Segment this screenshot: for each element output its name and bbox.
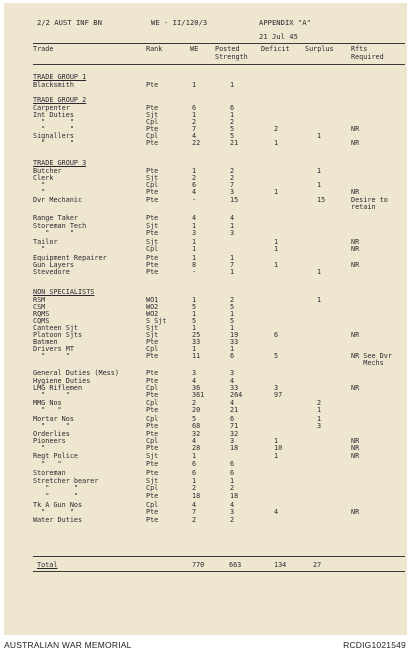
header-bottom-rule [33,64,405,65]
table-cell-we: 4 [192,501,197,509]
table-cell-posted: 6 [230,460,235,468]
table-cell-trade: Hygiene Duties [33,377,91,385]
col-header-trade: Trade [33,45,54,53]
table-cell-deficit: 3 [274,384,279,392]
table-cell-rfts: NR [351,245,360,253]
table-cell-rank: WO2 [146,303,159,311]
table-cell-rfts: NR [351,238,360,246]
table-cell-rank: Cpl [146,132,159,140]
table-cell-trade: " " [33,492,79,500]
table-cell-rank: Pte [146,338,159,346]
table-cell-surplus: 1 [317,181,322,189]
table-cell-trade: Range Taker [33,214,79,222]
table-cell-rfts: Mechs [351,359,384,367]
table-cell-rank: Pte [146,81,159,89]
table-cell-posted: 19 [230,331,239,339]
table-cell-trade: Platoon Sjts [33,331,83,339]
table-cell-we: 1 [192,81,197,89]
table-cell-trade: Blacksmith [33,81,74,89]
table-cell-we: 1 [192,452,197,460]
table-cell-posted: 15 [230,196,239,204]
table-cell-rfts: NR [351,444,360,452]
table-cell-posted: 1 [230,81,235,89]
table-cell-rank: WO2 [146,310,159,318]
table-cell-surplus: 1 [317,296,322,304]
table-cell-posted: 1 [230,111,235,119]
table-cell-we: 8 [192,261,197,269]
table-cell-trade: " " [33,460,62,468]
table-cell-we: 6 [192,460,197,468]
table-cell-rank: Sjt [146,331,159,339]
table-cell-posted: 18 [230,444,239,452]
table-cell-surplus: 15 [317,196,326,204]
table-cell-rank: Pte [146,196,159,204]
table-cell-trade: Gun Layers [33,261,74,269]
table-cell-trade: LMG Riflemen [33,384,83,392]
table-cell-we: 1 [192,345,197,353]
table-cell-we: 36 [192,384,201,392]
table-cell-rank: Pte [146,444,159,452]
table-cell-trade: " " [33,139,74,147]
col-header-rfts: Rfts [351,45,368,53]
table-cell-we: 1 [192,296,197,304]
table-cell-we: 4 [192,214,197,222]
table-cell-rank: Sjt [146,174,159,182]
table-cell-rank: Pte [146,254,159,262]
table-cell-posted: 2 [230,167,235,175]
table-cell-rank: Pte [146,406,159,414]
table-cell-we: 1 [192,167,197,175]
table-cell-trade: Tk A Gun Nos [33,501,83,509]
table-cell-rank: Pte [146,214,159,222]
table-cell-rank: Sjt [146,324,159,332]
table-cell-rank: Sjt [146,222,159,230]
total-posted: 663 [229,561,242,569]
table-cell-we: 4 [192,188,197,196]
table-cell-posted: 5 [230,125,235,133]
table-cell-posted: 1 [230,310,235,318]
table-cell-posted: 5 [230,132,235,140]
table-cell-trade: Int Duties [33,111,74,119]
table-cell-posted: 1 [230,477,235,485]
appendix-label: APPENDIX "A" [259,18,311,27]
table-cell-rank: Pte [146,492,159,500]
total-label: Total [37,561,58,569]
table-cell-posted: 264 [230,391,243,399]
table-cell-trade: " " [33,352,70,360]
table-cell-posted: 1 [230,254,235,262]
archive-footer [0,636,411,654]
table-cell-trade: Storeman [33,469,66,477]
table-cell-trade: " " [33,422,70,430]
table-cell-rfts: Desire to [351,196,388,204]
table-cell-we: 2 [192,484,197,492]
table-cell-trade: Butcher [33,167,62,175]
document-page [4,3,407,635]
table-cell-trade: Orderlies [33,430,70,438]
col-header-surplus: Surplus [305,45,334,53]
table-cell-rfts: NR [351,188,360,196]
table-cell-trade: Batmen [33,338,58,346]
table-cell-posted: 2 [230,118,235,126]
table-cell-rank: Pte [146,125,159,133]
table-cell-deficit: 1 [274,245,279,253]
table-cell-rfts: NR [351,139,360,147]
table-cell-we: 18 [192,492,201,500]
table-cell-rank: Sjt [146,238,159,246]
table-cell-deficit: 5 [274,352,279,360]
table-cell-trade: CQMS [33,317,50,325]
table-cell-deficit: 1 [274,452,279,460]
table-cell-rfts: NR [351,384,360,392]
table-cell-rfts: retain [351,203,376,211]
table-cell-posted: 6 [230,104,235,112]
table-cell-trade: MMG Nos [33,399,62,407]
table-cell-rank: Pte [146,352,159,360]
table-cell-trade: Signallers [33,132,74,140]
table-cell-rfts: NR [351,261,360,269]
trade-group-heading: TRADE GROUP 1 [33,73,87,81]
table-cell-posted: 21 [230,406,239,414]
table-cell-we: 4 [192,437,197,445]
table-cell-trade: " " [33,406,62,414]
table-cell-posted: 2 [230,174,235,182]
table-cell-rank: Pte [146,430,159,438]
table-cell-surplus: 1 [317,268,322,276]
col-header-we: WE [190,45,199,53]
table-cell-rank: Cpl [146,118,159,126]
table-cell-we: 1 [192,324,197,332]
table-cell-we: 1 [192,310,197,318]
table-cell-rank: Pte [146,261,159,269]
table-cell-we: 1 [192,245,197,253]
table-cell-rank: Cpl [146,415,159,423]
table-cell-trade: " " [33,391,70,399]
table-cell-rank: Cpl [146,181,159,189]
table-cell-deficit: 97 [274,391,283,399]
table-cell-trade: Dvr Mechanic [33,196,83,204]
table-cell-rank: WO1 [146,296,159,304]
table-cell-posted: 7 [230,181,235,189]
table-cell-rank: Pte [146,167,159,175]
table-cell-rank: S Sjt [146,317,167,325]
table-cell-we: 11 [192,352,201,360]
table-cell-we: 4 [192,377,197,385]
table-cell-surplus: 1 [317,167,322,175]
table-cell-we: 3 [192,229,197,237]
table-cell-trade: RQMS [33,310,50,318]
table-cell-posted: 1 [230,268,235,276]
table-cell-posted: 33 [230,384,239,392]
table-cell-trade: " " [33,508,74,516]
total-top-rule [33,556,405,557]
table-cell-we: 33 [192,338,201,346]
total-surplus: 27 [313,561,322,569]
table-cell-trade: Canteen Sjt [33,324,79,332]
table-cell-rank: Cpl [146,501,159,509]
header-top-rule [33,43,405,44]
table-cell-rank: Pte [146,377,159,385]
table-cell-posted: 6 [230,469,235,477]
col-header-strength: Strength [215,53,248,61]
table-cell-rfts: NR [351,508,360,516]
table-cell-we: 5 [192,303,197,311]
table-cell-trade: Water Duties [33,516,83,524]
table-cell-posted: 2 [230,484,235,492]
table-cell-posted: 18 [230,492,239,500]
table-cell-posted: 4 [230,377,235,385]
table-cell-deficit: 10 [274,444,283,452]
footer-reference: RCDIG1021549 [343,640,406,650]
table-cell-rank: Pte [146,391,159,399]
table-cell-posted: 6 [230,352,235,360]
table-cell-we: 1 [192,238,197,246]
table-cell-posted: 3 [230,229,235,237]
table-cell-rank: Cpl [146,484,159,492]
col-header-rank: Rank [146,45,163,53]
table-cell-rank: Sjt [146,452,159,460]
table-cell-posted: 4 [230,501,235,509]
table-cell-we: 2 [192,516,197,524]
table-cell-we: 28 [192,444,201,452]
table-cell-surplus: 1 [317,132,322,140]
table-cell-trade: Stevedore [33,268,70,276]
table-cell-rfts: NR [351,452,360,460]
table-cell-we: 7 [192,125,197,133]
table-cell-we: 1 [192,111,197,119]
table-cell-trade: General Duties (Mess) [33,369,119,377]
table-cell-we: 22 [192,139,201,147]
table-cell-surplus: 2 [317,399,322,407]
table-cell-rfts: NR [351,125,360,133]
table-cell-posted: 71 [230,422,239,430]
table-cell-surplus: 1 [317,406,322,414]
table-cell-trade: RSM [33,296,46,304]
table-cell-posted: 5 [230,303,235,311]
table-cell-rank: Pte [146,229,159,237]
trade-group-heading: TRADE GROUP 3 [33,159,87,167]
table-cell-rank: Pte [146,508,159,516]
table-cell-trade: " " [33,118,74,126]
table-cell-posted: 2 [230,516,235,524]
table-cell-we: 6 [192,104,197,112]
table-cell-we: 3 [192,369,197,377]
table-cell-we: 25 [192,331,201,339]
table-cell-deficit: 1 [274,261,279,269]
table-cell-we: 32 [192,430,201,438]
table-cell-trade: Drivers MT [33,345,74,353]
table-cell-posted: 32 [230,430,239,438]
table-cell-we: 2 [192,174,197,182]
table-cell-rank: Pte [146,469,159,477]
table-cell-trade: Storeman Tech [33,222,87,230]
table-cell-trade: Equipment Repairer [33,254,107,262]
table-cell-trade: Tailor [33,238,58,246]
table-cell-rank: Cpl [146,437,159,445]
trade-group-heading: TRADE GROUP 2 [33,96,87,104]
table-cell-rank: Pte [146,104,159,112]
table-cell-posted: 1 [230,345,235,353]
table-cell-we: 2 [192,399,197,407]
table-cell-rfts: NR See Dvr [351,352,392,360]
table-cell-posted: 6 [230,415,235,423]
table-cell-posted: 1 [230,324,235,332]
total-deficit: 134 [274,561,287,569]
table-cell-rank: Sjt [146,111,159,119]
trade-group-heading: NON SPECIALISTS [33,288,95,296]
table-cell-trade: Mortar Nos [33,415,74,423]
table-cell-we: 4 [192,132,197,140]
table-cell-we: 1 [192,254,197,262]
table-cell-posted: 21 [230,139,239,147]
table-cell-trade: " [33,444,46,452]
table-cell-we: 1 [192,477,197,485]
col-header-required: Required [351,53,384,61]
table-cell-deficit: 1 [274,139,279,147]
table-cell-posted: 33 [230,338,239,346]
table-cell-we: - [192,268,197,276]
table-cell-rank: Pte [146,422,159,430]
table-cell-rank: Cpl [146,245,159,253]
table-cell-rank: Sjt [146,477,159,485]
table-cell-posted: 5 [230,317,235,325]
table-cell-trade: Stretcher bearer [33,477,99,485]
unit-heading: 2/2 AUST INF BN [37,18,102,27]
table-cell-we: 20 [192,406,201,414]
table-cell-surplus: 3 [317,422,322,430]
col-header-posted: Posted [215,45,240,53]
table-cell-surplus: 1 [317,415,322,423]
table-cell-trade: " " [33,125,74,133]
table-cell-we: 6 [192,181,197,189]
table-cell-trade: " " [33,484,79,492]
table-cell-trade: Clerk [33,174,54,182]
table-cell-we: 5 [192,415,197,423]
table-cell-trade: " " [33,229,74,237]
table-cell-rank: Cpl [146,384,159,392]
table-cell-posted: 3 [230,437,235,445]
table-cell-rank: Pte [146,369,159,377]
table-cell-deficit: 1 [274,437,279,445]
table-cell-rank: Cpl [146,345,159,353]
table-cell-deficit: 2 [274,125,279,133]
table-cell-trade: " [33,245,46,253]
table-cell-rank: Cpl [146,399,159,407]
table-cell-rfts: NR [351,437,360,445]
table-cell-deficit: 1 [274,188,279,196]
table-cell-we: 1 [192,222,197,230]
table-cell-posted: 3 [230,508,235,516]
table-cell-trade: " [33,181,46,189]
table-cell-posted: 3 [230,369,235,377]
table-cell-we: 6 [192,469,197,477]
table-cell-rank: Pte [146,139,159,147]
table-cell-deficit: 4 [274,508,279,516]
file-reference: WE - II/120/3 [151,18,208,27]
col-header-deficit: Deficit [261,45,290,53]
table-cell-posted: 1 [230,222,235,230]
footer-source: AUSTRALIAN WAR MEMORIAL [4,640,132,650]
table-cell-we: 68 [192,422,201,430]
table-cell-posted: 2 [230,296,235,304]
table-cell-rfts: NR [351,331,360,339]
table-cell-trade: Regt Police [33,452,79,460]
table-cell-posted: 4 [230,399,235,407]
table-cell-rank: Pte [146,268,159,276]
document-date: 21 Jul 45 [259,32,298,41]
table-cell-posted: 4 [230,214,235,222]
table-cell-posted: 7 [230,261,235,269]
table-cell-rank: Pte [146,460,159,468]
table-cell-trade: Pioneers [33,437,66,445]
table-cell-posted: 3 [230,188,235,196]
table-cell-trade: " [33,188,46,196]
table-cell-rank: Pte [146,188,159,196]
table-cell-trade: Carpenter [33,104,70,112]
table-cell-we: 2 [192,118,197,126]
total-we: 770 [192,561,205,569]
total-bottom-rule [33,571,405,572]
table-cell-trade: CSM [33,303,46,311]
table-cell-deficit: 1 [274,238,279,246]
table-cell-deficit: 6 [274,331,279,339]
table-cell-we: 361 [192,391,205,399]
table-cell-we: - [192,196,197,204]
table-cell-we: 7 [192,508,197,516]
table-cell-we: 5 [192,317,197,325]
table-cell-rank: Pte [146,516,159,524]
